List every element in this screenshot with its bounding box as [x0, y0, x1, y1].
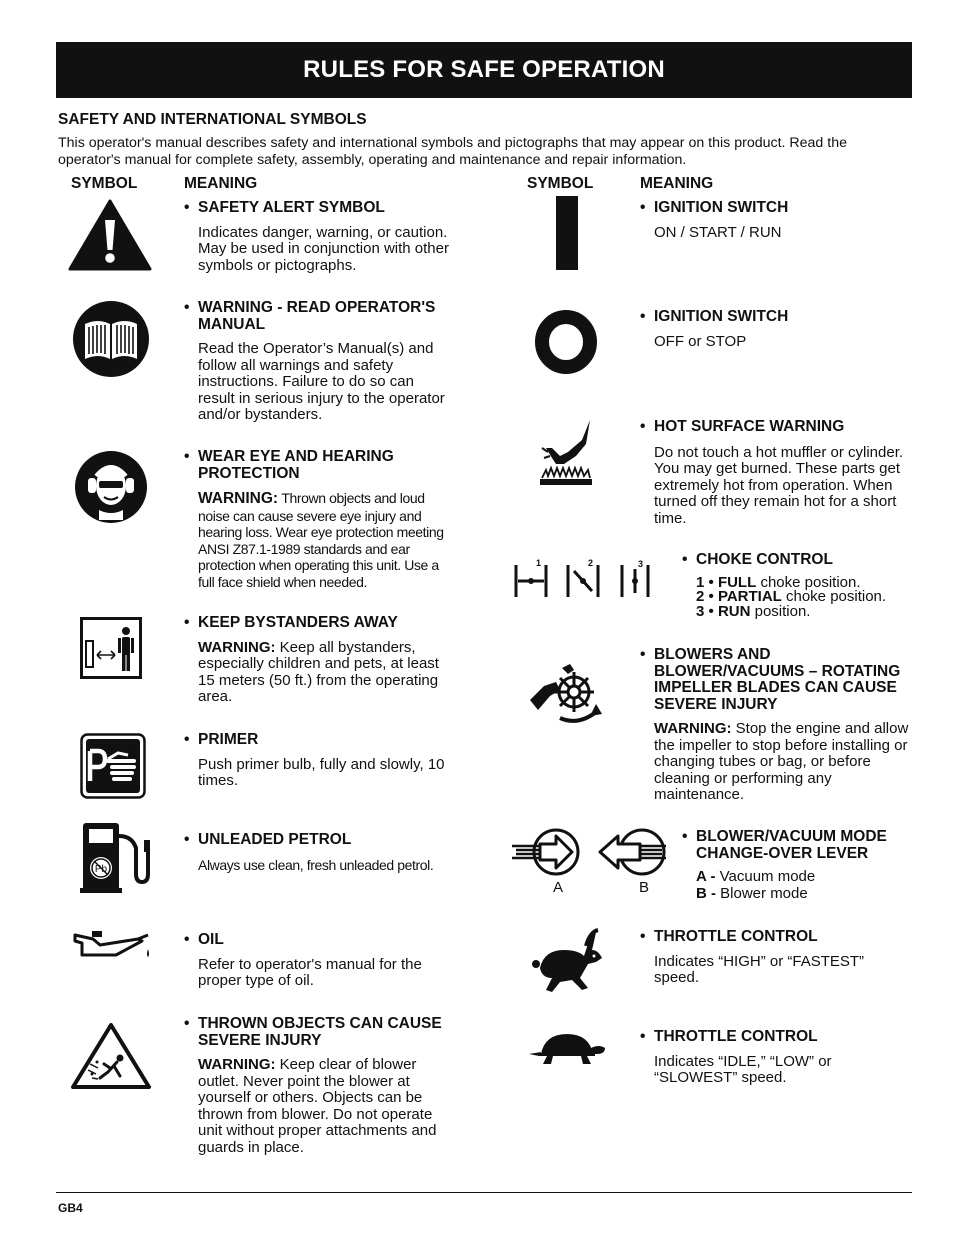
entry-title: SAFETY ALERT SYMBOL [198, 199, 385, 216]
entry-primer: • PRIMER Push primer bulb, fully and slowly, 10 times. [184, 732, 454, 790]
symbol-column-heading-right: SYMBOL [527, 175, 594, 192]
read-manual-icon [71, 299, 151, 379]
entry-choke: • CHOKE CONTROL 1 • FULL choke position. 2 • PARTIAL choke position. 3 • RUN position. [682, 552, 910, 619]
entry-desc: Indicates “IDLE,” “LOW” or “SLOWEST” speed. [654, 1052, 832, 1086]
entry-read-manual: • WARNING - READ OPERATOR'S MANUAL Read the Operator’s Manual(s) and follow all warnings and safety instructions. Failure to do so can result in serious injury to the operator and/or bystanders. [184, 300, 454, 424]
vacuum-mode-icon [510, 828, 582, 876]
entry-title: THROWN OBJECTS CAN CAUSE SEVERE INJURY [198, 1015, 442, 1049]
entry-desc: Keep clear of blower outlet. Never point the blower at yourself or others. Objects can be thrown from blower. Do not operate unit without proper attachments and guards in place. [198, 1056, 437, 1156]
entry-throttle-fast: • THROTTLE CONTROL Indicates “HIGH” or “FASTEST” speed. [640, 929, 900, 987]
entry-desc: Indicates danger, warning, or caution. May be used in conjunction with other symbols or pictographs. [198, 223, 449, 274]
choke-line-full: 1 • FULL choke position. [696, 573, 861, 591]
entry-mode-lever: • BLOWER/VACUUM MODE CHANGE-OVER LEVER A - Vacuum mode B - Blower mode [682, 829, 912, 902]
entry-title: CHOKE CONTROL [696, 551, 833, 568]
entry-title: PRIMER [198, 731, 259, 748]
mode-line-vacuum: A - Vacuum mode [696, 868, 816, 885]
entry-desc: Stop the engine and allow the impeller to stop before installing or changing tubes or bag, or before cleaning or performing any maintenance. [654, 720, 909, 803]
choke-number-1: 1 [536, 558, 542, 568]
entry-title: OIL [198, 931, 224, 948]
entry-ignition-off: • IGNITION SWITCH OFF or STOP [640, 309, 900, 350]
keep-bystanders-away-icon [80, 617, 142, 679]
rabbit-fast-icon [530, 928, 604, 996]
impeller-blades-icon [526, 660, 606, 726]
hot-surface-icon [538, 418, 594, 488]
intro-text: This operator's manual describes safety and international symbols and pictographs that may appear on this product. Read the operator's manual for complete safety, assembly, operating and maintenance and repair information. [58, 135, 847, 168]
entry-title: UNLEADED PETROL [198, 831, 352, 848]
meaning-column-heading-right: MEANING [640, 175, 714, 192]
vacuum-mode-label: A [553, 879, 564, 896]
mode-line-blower: B - Blower mode [696, 884, 808, 902]
entry-safety-alert: • SAFETY ALERT SYMBOL Indicates danger, warning, or caution. May be used in conjunction with other symbols or pictographs. [184, 200, 454, 274]
eye-hearing-protection-icon [74, 450, 148, 524]
primer-bulb-icon [80, 733, 146, 799]
entry-title: BLOWER/VACUUM MODE CHANGE-OVER LEVER [696, 828, 887, 862]
warning-label: WARNING: [198, 1056, 276, 1073]
entry-desc: Push primer bulb, fully and slowly, 10 times. [198, 755, 445, 789]
entry-title: HOT SURFACE WARNING [654, 418, 845, 435]
entry-throttle-slow: • THROTTLE CONTROL Indicates “IDLE,” “LOW” or “SLOWEST” speed. [640, 1029, 900, 1087]
entry-title: KEEP BYSTANDERS AWAY [198, 614, 398, 631]
choke-number-3: 3 [638, 559, 644, 569]
warning-label: WARNING: [198, 490, 279, 507]
page-number: GB4 [58, 1201, 83, 1215]
entry-desc: Read the Operator’s Manual(s) and follow all warnings and safety instructions. Failure to do so can result in serious injury to the operator and/or bystanders. [198, 340, 445, 423]
entry-desc: Always use clean, fresh unleaded petrol. [198, 856, 434, 873]
entry-impeller: • BLOWERS AND BLOWER/VACUUMS – ROTATING IMPELLER BLADES CAN CAUSE SEVERE INJURY WARNING: Stop the engine and allow the impeller to stop before installing or changing tubes or bag, or before cleaning or performing any maintenance. [640, 647, 912, 804]
symbol-column-heading: SYMBOL [71, 175, 138, 192]
entry-oil: • OIL Refer to operator's manual for the proper type of oil. [184, 932, 454, 990]
entry-title: BLOWERS AND BLOWER/VACUUMS – ROTATING IMPELLER BLADES CAN CAUSE SEVERE INJURY [654, 646, 901, 713]
warning-label: WARNING: [198, 638, 276, 656]
unleaded-petrol-icon [80, 820, 150, 894]
entry-desc: Refer to operator's manual for the proper type of oil. [198, 955, 422, 989]
safety-alert-icon [68, 198, 152, 272]
entry-hot-surface: • HOT SURFACE WARNING Do not touch a hot muffler or cylinder. You may get burned. These parts get extremely hot from operation. When turned off they remain hot for a short time. [640, 419, 912, 527]
fuel-badge-text: Pb [94, 864, 108, 875]
entry-title: WEAR EYE AND HEARING PROTECTION [198, 448, 394, 482]
entry-title: IGNITION SWITCH [654, 199, 789, 216]
entry-eye-hearing: • WEAR EYE AND HEARING PROTECTION WARNING: Thrown objects and loud noise can cause severe eye injury and hearing loss. Wear eye protection meeting ANSI Z87.1-1989 standards and ear protection when operating this unit. Use a full face shield when needed. [184, 449, 454, 590]
entry-title: WARNING - READ OPERATOR'S MANUAL [198, 299, 436, 333]
entry-ignition-on: • IGNITION SWITCH ON / START / RUN [640, 200, 900, 241]
entry-desc: ON / START / RUN [654, 223, 782, 241]
ignition-off-icon [534, 309, 598, 375]
choke-control-icon [512, 563, 652, 599]
entry-unleaded: • UNLEADED PETROL Always use clean, fresh unleaded petrol. [184, 832, 454, 873]
entry-desc: Indicates “HIGH” or “FASTEST” speed. [654, 952, 865, 986]
entry-bystanders: • KEEP BYSTANDERS AWAY WARNING: Keep all bystanders, especially children and pets, at least 15 meters (50 ft.) from the operating area. [184, 614, 439, 705]
warning-label: WARNING: [654, 720, 732, 737]
footer-rule [56, 1192, 912, 1193]
choke-number-2: 2 [588, 558, 594, 568]
entry-desc: Do not touch a hot muffler or cylinder. You may get burned. These parts get extremely hot from operation. When turned off they remain hot for a short time. [654, 443, 904, 527]
choke-line-run: 3 • RUN position. [696, 602, 811, 620]
thrown-objects-icon [70, 1022, 152, 1090]
header-bar [56, 42, 912, 98]
ignition-on-icon [556, 196, 578, 270]
turtle-slow-icon [527, 1030, 607, 1066]
blower-mode-icon [596, 828, 668, 876]
entry-thrown-objects: • THROWN OBJECTS CAN CAUSE SEVERE INJURY WARNING: Keep clear of blower outlet. Never point the blower at yourself or others. Objects can be thrown from blower. Do not operate unit without proper attachments and guards in place. [184, 1016, 446, 1156]
entry-title: IGNITION SWITCH [654, 308, 789, 325]
entry-desc: Keep all bystanders, especially children and pets, at least 15 meters (50 ft.) from the operating area. [198, 638, 439, 705]
entry-title: THROTTLE CONTROL [654, 928, 818, 945]
entry-title: THROTTLE CONTROL [654, 1028, 818, 1045]
meaning-column-heading: MEANING [184, 175, 258, 192]
entry-desc: Thrown objects and loud noise can cause severe eye injury and hearing loss. Wear eye protection meeting ANSI Z87.1-1989 standards and ear protection when operating this unit. Use a full face shield when needed. [198, 490, 444, 590]
blower-mode-label: B [639, 879, 650, 896]
choke-line-partial: 2 • PARTIAL choke position. [696, 588, 887, 605]
entry-desc: OFF or STOP [654, 332, 747, 350]
page-title: RULES FOR SAFE OPERATION [303, 56, 665, 83]
section-title: SAFETY AND INTERNATIONAL SYMBOLS [58, 111, 367, 128]
oil-can-icon [72, 925, 154, 965]
